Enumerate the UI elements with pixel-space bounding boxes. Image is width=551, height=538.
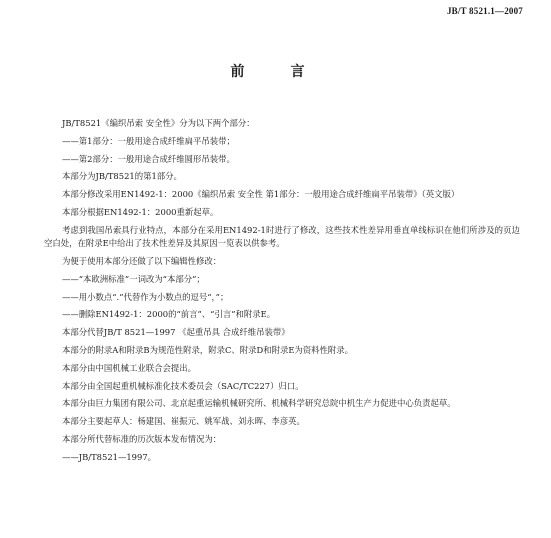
list-item: ——第2部分：一般用途合成纤维圆形吊装带。 bbox=[62, 153, 235, 164]
list-item: ——删除EN1492-1：2000的“前言”、“引言”和附录E。 bbox=[62, 309, 276, 320]
paragraph: 本部分由全国起重机械标准化技术委员会（SAC/TC227）归口。 bbox=[62, 380, 304, 391]
page-title: 前 言 bbox=[230, 64, 321, 80]
paragraph: 本部分所代替标准的历次版本发布情况为： bbox=[62, 433, 222, 444]
paragraph: 本部分由巨力集团有限公司、北京起重运输机械研究所、机械科学研究总院中机生产力促进中心负责起草。 bbox=[62, 398, 456, 409]
paragraph: 本部分的附录A和附录B为规范性附录，附录C、附录D和附录E为资料性附录。 bbox=[62, 344, 354, 355]
paragraph: 本部分修改采用EN1492-1：2000《编织吊索 安全性 第1部分：一般用途合成纤维扁平吊装带》（英文版） bbox=[62, 189, 460, 200]
paragraph: 本部分根据EN1492-1：2000重新起草。 bbox=[62, 206, 219, 217]
list-item: ——第1部分：一般用途合成纤维扁平吊装带； bbox=[62, 135, 235, 146]
list-item: ——“本欧洲标准”一词改为“本部分”； bbox=[62, 273, 205, 284]
list-item: ——JB/T8521—1997。 bbox=[62, 451, 157, 462]
paragraph: JB/T8521《编织吊索 安全性》分为以下两个部分： bbox=[62, 118, 255, 128]
paragraph: 本部分代替JB/T 8521—1997 《起重吊具 合成纤维吊装带》 bbox=[62, 327, 290, 338]
paragraph: 考虑到我国吊索具行业特点，本部分在采用EN1492-1时进行了修改，这些技术性差异用垂直单线标识在他们所涉及的页边空白处，在附录E中给出了技术性差异及其原因一览表以供参考。 bbox=[44, 224, 520, 249]
foreword-body bbox=[44, 117, 520, 468]
paragraph: 本部分主要起草人：杨建国、崔振元、姚军战、刘永晖、李彦英。 bbox=[62, 416, 305, 427]
paragraph: 本部分由中国机械工业联合会提出。 bbox=[62, 362, 196, 373]
document-code: JB/T 8521.1—2007 bbox=[446, 6, 523, 16]
paragraph: 为便于使用本部分还做了以下编辑性修改： bbox=[62, 256, 222, 267]
paragraph: 本部分为JB/T8521的第1部分。 bbox=[62, 171, 182, 182]
list-item: ——用小数点“.”代替作为小数点的逗号“，”； bbox=[62, 291, 229, 302]
